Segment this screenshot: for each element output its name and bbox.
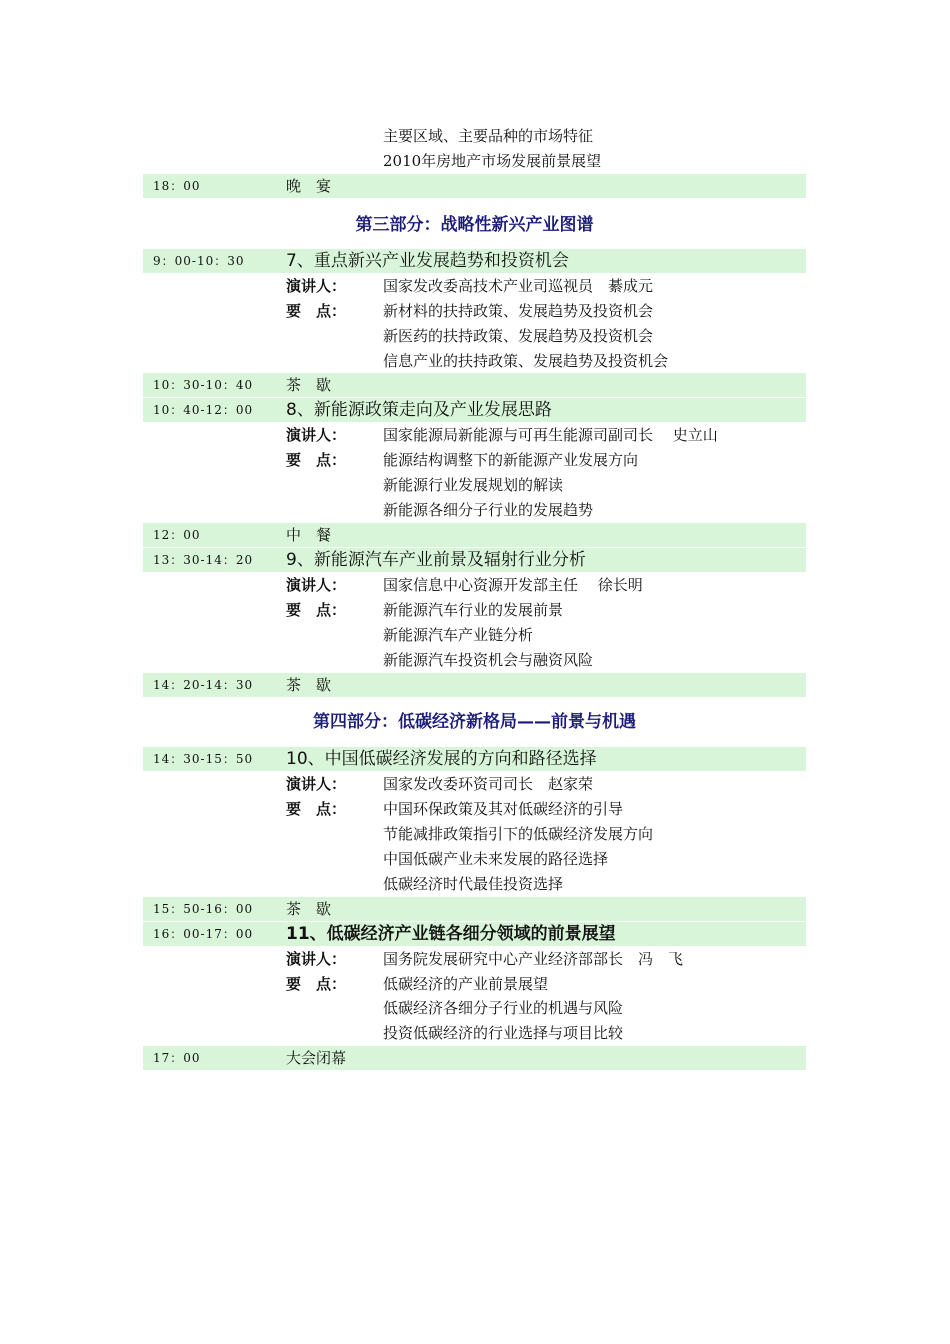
time-cell: 10：40-12：00 — [153, 403, 254, 417]
field-label: 演讲人： — [286, 277, 347, 295]
time-cell: 13：30-14：20 — [153, 553, 254, 567]
agenda-row — [143, 747, 806, 771]
agenda-row — [143, 398, 806, 422]
agenda-row — [143, 124, 806, 148]
detail-line: 低碳经济各细分子行业的机遇与风险 — [383, 999, 624, 1017]
agenda-row — [143, 448, 806, 472]
agenda-row — [143, 149, 806, 173]
break-label: 茶 歇 — [286, 900, 332, 918]
time-cell: 10：30-10：40 — [153, 378, 254, 392]
detail-line: 信息产业的扶持政策、发展趋势及投资机会 — [383, 352, 669, 370]
break-label: 茶 歇 — [286, 376, 332, 394]
agenda-row — [143, 473, 806, 497]
field-value: 国家发改委环资司司长 赵家荣 — [383, 775, 594, 793]
break-label: 大会闭幕 — [286, 1049, 347, 1067]
agenda-row — [143, 498, 806, 522]
agenda-row — [143, 249, 806, 273]
field-label: 演讲人： — [286, 426, 347, 444]
agenda-row — [143, 423, 806, 447]
section-heading: 第三部分：战略性新兴产业图谱 — [355, 215, 594, 235]
section-heading: 第四部分：低碳经济新格局——前景与机遇 — [313, 712, 636, 732]
detail-line: 新能源汽车产业链分析 — [383, 626, 534, 644]
agenda-row — [143, 1046, 806, 1070]
detail-line: 新能源各细分子行业的发展趋势 — [383, 501, 594, 519]
time-cell: 14：20-14：30 — [153, 678, 254, 692]
agenda-row — [143, 947, 806, 971]
detail-line: 新医药的扶持政策、发展趋势及投资机会 — [383, 327, 654, 345]
time-cell: 16：00-17：00 — [153, 927, 254, 941]
field-label: 要 点： — [286, 451, 347, 469]
time-cell: 12：00 — [153, 528, 201, 542]
field-value: 新能源汽车行业的发展前景 — [383, 601, 564, 619]
field-value: 新材料的扶持政策、发展趋势及投资机会 — [383, 302, 654, 320]
agenda-row — [143, 174, 806, 198]
agenda-row — [143, 1021, 806, 1045]
time-cell: 17：00 — [153, 1051, 201, 1065]
agenda-row — [143, 922, 806, 946]
detail-line: 新能源行业发展规划的解读 — [383, 476, 564, 494]
time-cell: 9：00-10：30 — [153, 254, 245, 268]
break-label: 晚 宴 — [286, 177, 332, 195]
session-title: 7、重点新兴产业发展趋势和投资机会 — [286, 251, 569, 271]
agenda-row — [143, 598, 806, 622]
field-label: 演讲人： — [286, 775, 347, 793]
agenda-row — [143, 274, 806, 298]
agenda-row — [143, 324, 806, 348]
time-cell: 15：50-16：00 — [153, 902, 254, 916]
agenda-row — [143, 573, 806, 597]
field-label: 演讲人： — [286, 950, 347, 968]
agenda-row — [143, 623, 806, 647]
field-label: 演讲人： — [286, 576, 347, 594]
session-title: 9、新能源汽车产业前景及辐射行业分析 — [286, 550, 586, 570]
agenda-row — [143, 897, 806, 921]
session-title: 8、新能源政策走向及产业发展思路 — [286, 400, 552, 420]
detail-line: 节能减排政策指引下的低碳经济发展方向 — [383, 825, 654, 843]
field-value: 能源结构调整下的新能源产业发展方向 — [383, 451, 639, 469]
agenda-row — [143, 822, 806, 846]
field-label: 要 点： — [286, 975, 347, 993]
agenda-row — [143, 373, 806, 397]
agenda-row — [143, 548, 806, 572]
detail-line: 低碳经济时代最佳投资选择 — [383, 875, 564, 893]
agenda-row — [143, 648, 806, 672]
break-label: 中 餐 — [286, 526, 332, 544]
agenda-row — [143, 349, 806, 373]
field-value: 国家发改委高技术产业司巡视员 綦成元 — [383, 277, 654, 295]
field-value: 中国环保政策及其对低碳经济的引导 — [383, 800, 624, 818]
time-cell: 14：30-15：50 — [153, 752, 254, 766]
agenda-row — [143, 797, 806, 821]
agenda-row — [143, 523, 806, 547]
field-label: 要 点： — [286, 302, 347, 320]
field-value: 国家信息中心资源开发部主任 徐长明 — [383, 576, 643, 594]
field-value: 国务院发展研究中心产业经济部部长 冯 飞 — [383, 950, 684, 968]
detail-line: 主要区域、主要品种的市场特征 — [383, 127, 594, 145]
time-cell: 18：00 — [153, 179, 201, 193]
agenda-row — [143, 673, 806, 697]
break-label: 茶 歇 — [286, 676, 332, 694]
field-label: 要 点： — [286, 800, 347, 818]
agenda-row — [143, 972, 806, 996]
field-label: 要 点： — [286, 601, 347, 619]
detail-line: 2010年房地产市场发展前景展望 — [383, 152, 602, 170]
detail-line: 中国低碳产业未来发展的路径选择 — [383, 850, 609, 868]
detail-line: 投资低碳经济的行业选择与项目比较 — [383, 1024, 624, 1042]
agenda-row — [143, 847, 806, 871]
agenda-row — [143, 299, 806, 323]
session-title: 10、中国低碳经济发展的方向和路径选择 — [286, 749, 597, 769]
agenda-row — [143, 996, 806, 1020]
agenda-row — [143, 772, 806, 796]
field-value: 国家能源局新能源与可再生能源司副司长 史立山 — [383, 426, 718, 444]
detail-line: 新能源汽车投资机会与融资风险 — [383, 651, 594, 669]
session-title: 11、低碳经济产业链各细分领域的前景展望 — [286, 924, 616, 944]
field-value: 低碳经济的产业前景展望 — [383, 975, 549, 993]
agenda-row — [143, 872, 806, 896]
